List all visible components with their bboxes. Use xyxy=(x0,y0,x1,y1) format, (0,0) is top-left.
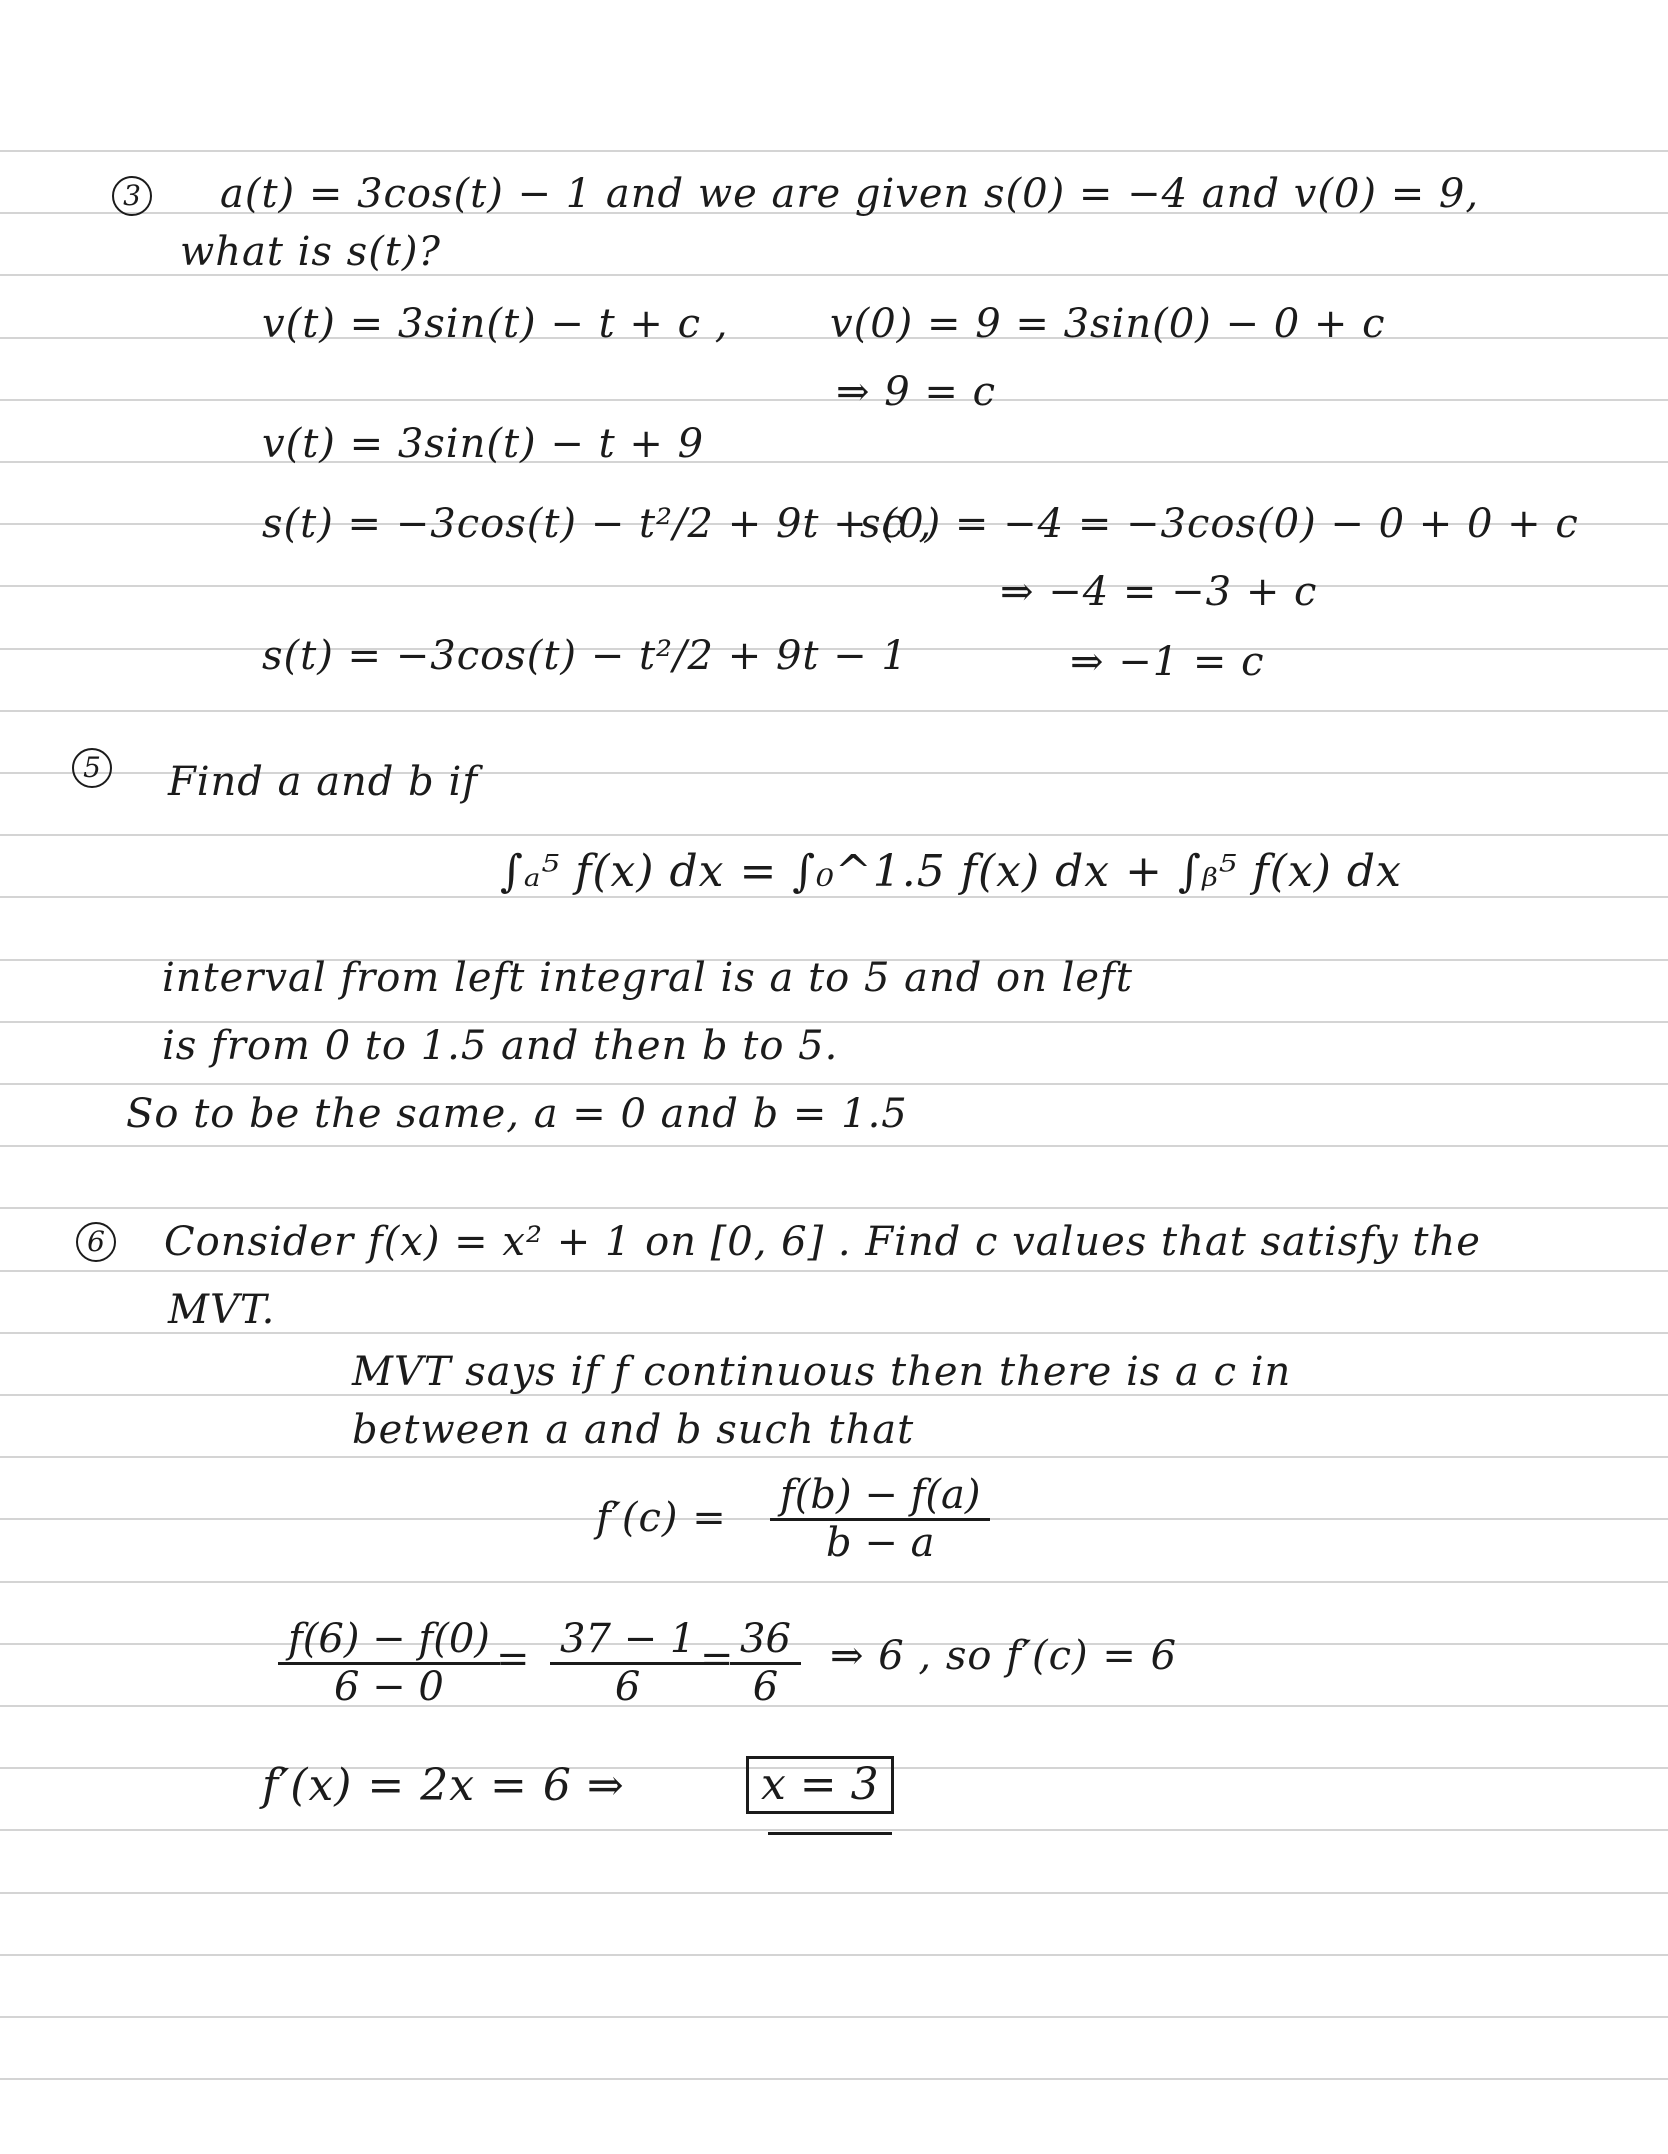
problem-5-number: 5 xyxy=(72,748,112,788)
calc-denominator-3: 6 xyxy=(752,1664,779,1710)
calc-tail: ⇒ 6 , so f′(c) = 6 xyxy=(830,1633,1178,1679)
s-constant: ⇒ −1 = c xyxy=(1070,639,1265,685)
ruled-line xyxy=(0,2016,1668,2018)
mvt-formula-numerator: f(b) − f(a) xyxy=(770,1474,990,1521)
mvt-line-2: between a and b such that xyxy=(352,1407,915,1453)
answer-underline xyxy=(768,1832,892,1835)
problem-5-line-1: interval from left integral is a to 5 and on left xyxy=(162,955,1133,1001)
ruled-line xyxy=(0,1892,1668,1894)
calc-numerator-1: f(6) − f(0) xyxy=(278,1618,500,1665)
ruled-line xyxy=(0,834,1668,836)
final-answer-box: x = 3 xyxy=(746,1756,894,1814)
ruled-line xyxy=(0,1954,1668,1956)
ruled-line xyxy=(0,461,1668,463)
problem-6-prompt-2: MVT. xyxy=(168,1287,276,1333)
problem-3-number: 3 xyxy=(112,176,152,216)
s-general: s(t) = −3cos(t) − t²/2 + 9t + c , xyxy=(262,501,933,547)
ruled-line xyxy=(0,1145,1668,1147)
calc-equals-2: = xyxy=(700,1636,734,1682)
problem-5-line-3: So to be the same, a = 0 and b = 1.5 xyxy=(126,1091,908,1137)
v-general: v(t) = 3sin(t) − t + c , xyxy=(262,301,729,347)
integral-equation: ∫ₐ⁵ f(x) dx = ∫₀^1.5 f(x) dx + ∫ᵦ⁵ f(x) dx xyxy=(500,846,1402,897)
mvt-formula-denominator: b − a xyxy=(826,1520,935,1566)
problem-3-question: what is s(t)? xyxy=(180,229,441,275)
calc-numerator-3: 36 xyxy=(730,1618,801,1665)
calc-denominator-1: 6 − 0 xyxy=(334,1664,444,1710)
ruled-line xyxy=(0,1705,1668,1707)
s-step: ⇒ −4 = −3 + c xyxy=(1000,569,1318,615)
s-result: s(t) = −3cos(t) − t²/2 + 9t − 1 xyxy=(262,633,908,679)
mvt-line-1: MVT says if f continuous then there is a c in xyxy=(352,1349,1292,1395)
problem-3-given: a(t) = 3cos(t) − 1 and we are given s(0) = −4 and v(0) = 9, xyxy=(220,171,1480,217)
calc-fraction-3 xyxy=(730,1618,801,1709)
final-derivative: f′(x) = 2x = 6 ⇒ xyxy=(262,1760,625,1811)
problem-6-number: 6 xyxy=(76,1222,116,1262)
problem-6-prompt: Consider f(x) = x² + 1 on [0, 6] . Find c values that satisfy the xyxy=(164,1219,1481,1265)
calc-equals-1: = xyxy=(496,1636,530,1682)
v-result: v(t) = 3sin(t) − t + 9 xyxy=(262,421,705,467)
ruled-line xyxy=(0,1270,1668,1272)
problem-5-line-2: is from 0 to 1.5 and then b to 5. xyxy=(162,1023,839,1069)
ruled-line xyxy=(0,150,1668,152)
calc-fraction-1 xyxy=(278,1618,500,1709)
calc-denominator-2: 6 xyxy=(614,1664,641,1710)
ruled-line xyxy=(0,710,1668,712)
ruled-line xyxy=(0,2078,1668,2080)
calc-numerator-2: 37 − 1 xyxy=(550,1618,705,1665)
ruled-line xyxy=(0,1829,1668,1831)
calc-fraction-2 xyxy=(550,1618,705,1709)
s-initial: s(0) = −4 = −3cos(0) − 0 + 0 + c xyxy=(860,501,1579,547)
ruled-line xyxy=(0,1456,1668,1458)
v-constant: ⇒ 9 = c xyxy=(836,369,997,415)
ruled-line xyxy=(0,1581,1668,1583)
problem-5-prompt: Find a and b if xyxy=(168,759,479,805)
ruled-line xyxy=(0,1083,1668,1085)
ruled-line xyxy=(0,585,1668,587)
mvt-formula-lhs: f′(c) = xyxy=(596,1495,727,1541)
v-initial: v(0) = 9 = 3sin(0) − 0 + c xyxy=(830,301,1386,347)
mvt-formula-fraction xyxy=(770,1474,990,1565)
ruled-line xyxy=(0,399,1668,401)
ruled-line xyxy=(0,1207,1668,1209)
